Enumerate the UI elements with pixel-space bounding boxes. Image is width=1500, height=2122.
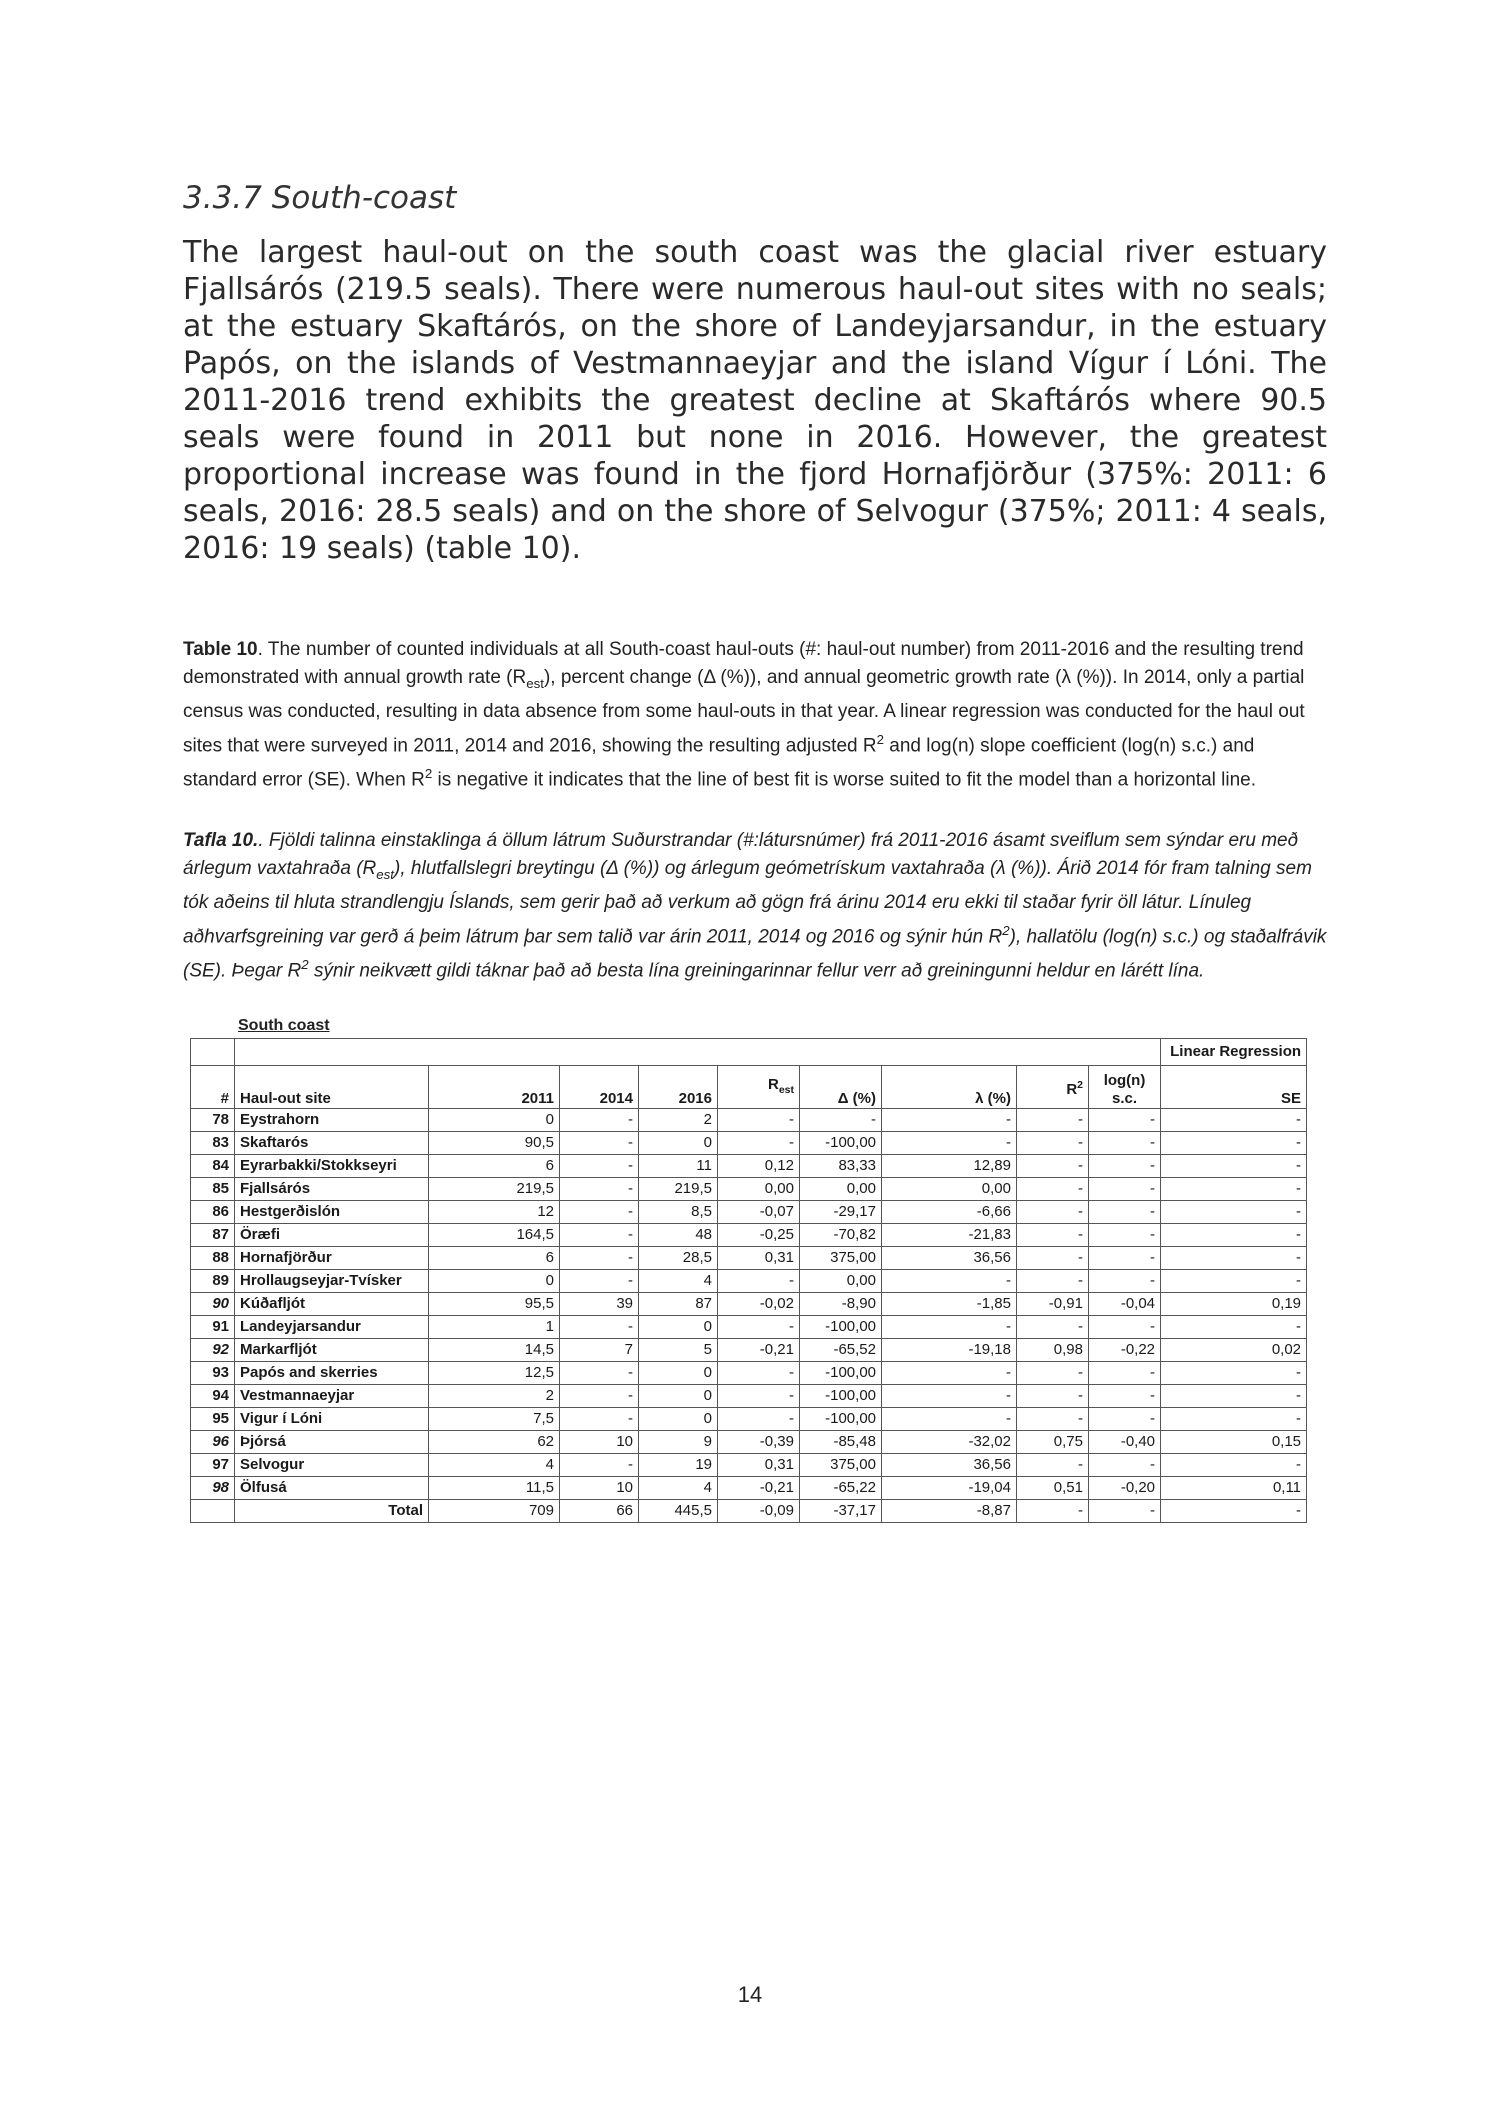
total-y2014: 66 [560, 1500, 639, 1523]
cell-lambda: -1,85 [882, 1293, 1017, 1316]
col-header-rest [718, 1066, 800, 1109]
caption-text: and log(n) slope coefficient (log(n) s.c.) and standard error (SE). When R [183, 735, 1255, 791]
caption-subscript: est [526, 675, 544, 691]
haulout-site: Selvogur [235, 1454, 429, 1477]
cell-lambda: 12,89 [882, 1155, 1017, 1178]
cell-r2: - [1017, 1178, 1089, 1201]
haulout-site: Kúðafljót [235, 1293, 429, 1316]
table-row [191, 1454, 1307, 1477]
cell-delta: -29,17 [800, 1201, 882, 1224]
haulout-number: 91 [191, 1316, 235, 1339]
cell-y2011: 6 [429, 1247, 560, 1270]
caption-subscript: est [376, 866, 395, 882]
cell-y2014: - [560, 1408, 639, 1431]
haulout-number: 84 [191, 1155, 235, 1178]
cell-r2: - [1017, 1132, 1089, 1155]
cell-delta: -100,00 [800, 1362, 882, 1385]
cell-r2: - [1017, 1201, 1089, 1224]
haulout-site: Hrollaugseyjar-Tvísker [235, 1270, 429, 1293]
caption-superscript: 2 [876, 731, 884, 747]
haulout-site: Þjórsá [235, 1431, 429, 1454]
cell-delta: -70,82 [800, 1224, 882, 1247]
caption-text: ), percent change (Δ (%)), and annual geometric growth rate (λ (%)). In 2014, only a partial census was conducted, resulting in data absence from some haul-outs in that year. A linear regression was conducted for the haul out sites that were surveyed in 2011, 2014 and 2016, showing the resulting adjusted R [183, 667, 1305, 757]
cell-logn: - [1089, 1224, 1161, 1247]
cell-rest: -0,07 [718, 1201, 800, 1224]
col-header-site: Haul-out site [235, 1066, 429, 1109]
cell-r2: - [1017, 1408, 1089, 1431]
haulout-site: Eystrahorn [235, 1109, 429, 1132]
haulout-site: Markarfljót [235, 1339, 429, 1362]
cell-lambda: - [882, 1316, 1017, 1339]
cell-y2014: - [560, 1109, 639, 1132]
cell-rest: - [718, 1385, 800, 1408]
cell-y2014: - [560, 1155, 639, 1178]
col-header-logn [1089, 1066, 1161, 1109]
cell-logn: - [1089, 1385, 1161, 1408]
cell-r2: 0,75 [1017, 1431, 1089, 1454]
cell-y2011: 4 [429, 1454, 560, 1477]
caption-text: ), hlutfallslegri breytingu (Δ (%)) og árlegum geómetrískum vaxtahraða (λ (%)). Árið 2014 fór fram talning sem tók aðeins til hluta strandlengju Íslands, sem gerir það að verkum að gögn frá árinu 2014 eru ekki til staðar fyrir öll látur. Línuleg aðhvarfsgreining var gerð á þeim látrum þar sem talið var árin 2011, 2014 og 2016 og sýnir hún R [183, 858, 1312, 948]
caption-text: ), hallatölu (log(n) s.c.) og staðalfrávik (SE). Þegar R [183, 926, 1327, 982]
cell-y2011: 12,5 [429, 1362, 560, 1385]
cell-y2011: 164,5 [429, 1224, 560, 1247]
cell-logn: - [1089, 1316, 1161, 1339]
cell-rest: - [718, 1316, 800, 1339]
table-row [191, 1408, 1307, 1431]
cell-se: - [1161, 1316, 1307, 1339]
cell-rest: - [718, 1408, 800, 1431]
cell-y2016: 48 [639, 1224, 718, 1247]
cell-y2011: 95,5 [429, 1293, 560, 1316]
cell-se: - [1161, 1224, 1307, 1247]
col-header-r2-main: R [1066, 1080, 1078, 1098]
col-header-lambda: λ (%) [882, 1066, 1017, 1109]
cell-logn: - [1089, 1247, 1161, 1270]
table-caption-english [183, 636, 1333, 794]
table-total-row [191, 1500, 1307, 1523]
table-header-row [191, 1066, 1307, 1109]
cell-y2014: - [560, 1247, 639, 1270]
cell-rest: 0,31 [718, 1454, 800, 1477]
haulout-number: 94 [191, 1385, 235, 1408]
cell-y2011: 12 [429, 1201, 560, 1224]
cell-se: - [1161, 1109, 1307, 1132]
cell-rest: - [718, 1270, 800, 1293]
cell-logn: - [1089, 1201, 1161, 1224]
cell-y2014: 10 [560, 1431, 639, 1454]
table-row [191, 1316, 1307, 1339]
col-header-rest-main: R [767, 1075, 779, 1093]
cell-rest: - [718, 1109, 800, 1132]
haulout-number: 88 [191, 1247, 235, 1270]
haulout-site: Eyrarbakki/Stokkseyri [235, 1155, 429, 1178]
cell-r2: - [1017, 1109, 1089, 1132]
cell-lambda: 36,56 [882, 1247, 1017, 1270]
cell-r2: - [1017, 1454, 1089, 1477]
cell-logn: -0,22 [1089, 1339, 1161, 1362]
table-row [191, 1270, 1307, 1293]
cell-delta: -100,00 [800, 1385, 882, 1408]
caption-superscript: 2 [1002, 922, 1010, 938]
caption-label: Table 10 [183, 639, 258, 660]
cell-se: - [1161, 1132, 1307, 1155]
cell-delta: -85,48 [800, 1431, 882, 1454]
haulout-site: Skaftarós [235, 1132, 429, 1155]
cell-lambda: -19,04 [882, 1477, 1017, 1500]
col-header-delta: Δ (%) [800, 1066, 882, 1109]
haulout-number: 98 [191, 1477, 235, 1500]
cell-rest: - [718, 1362, 800, 1385]
cell-y2011: 11,5 [429, 1477, 560, 1500]
table-row [191, 1155, 1307, 1178]
caption-text: . Fjöldi talinna einstaklinga á öllum látrum Suðurstrandar (#:látursnúmer) frá 2011-2016 ásamt sveiflum sem sýndar eru með árlegum vaxtahraða (R [183, 830, 1299, 879]
cell-lambda: 36,56 [882, 1454, 1017, 1477]
cell-lambda: - [882, 1270, 1017, 1293]
cell-logn: - [1089, 1109, 1161, 1132]
south-coast-table [190, 1038, 1307, 1523]
total-rest: -0,09 [718, 1500, 800, 1523]
cell-rest: 0,31 [718, 1247, 800, 1270]
haulout-site: Vestmannaeyjar [235, 1385, 429, 1408]
cell-delta: -100,00 [800, 1316, 882, 1339]
cell-lambda: - [882, 1385, 1017, 1408]
cell-y2016: 19 [639, 1454, 718, 1477]
cell-logn: - [1089, 1270, 1161, 1293]
table-row [191, 1477, 1307, 1500]
cell-y2016: 4 [639, 1477, 718, 1500]
cell-y2014: 10 [560, 1477, 639, 1500]
haulout-number: 89 [191, 1270, 235, 1293]
col-header-r2-sup: 2 [1077, 1078, 1083, 1091]
col-header-r2 [1017, 1066, 1089, 1109]
table-row [191, 1132, 1307, 1155]
cell-y2016: 87 [639, 1293, 718, 1316]
haulout-number: 93 [191, 1362, 235, 1385]
cell-y2011: 62 [429, 1431, 560, 1454]
cell-y2014: 7 [560, 1339, 639, 1362]
cell-delta: -65,22 [800, 1477, 882, 1500]
col-header-logn-line2: s.c. [1112, 1090, 1138, 1107]
cell-rest: -0,02 [718, 1293, 800, 1316]
table-row [191, 1109, 1307, 1132]
caption-superscript: 2 [424, 766, 433, 782]
table-title: South coast [238, 1017, 330, 1034]
cell-logn: - [1089, 1362, 1161, 1385]
page-number: 14 [737, 1982, 763, 2007]
cell-y2016: 2 [639, 1109, 718, 1132]
cell-y2016: 4 [639, 1270, 718, 1293]
cell-y2016: 5 [639, 1339, 718, 1362]
cell-lambda: - [882, 1362, 1017, 1385]
cell-se: 0,02 [1161, 1339, 1307, 1362]
cell-se: - [1161, 1408, 1307, 1431]
cell-r2: - [1017, 1362, 1089, 1385]
cell-delta: -65,52 [800, 1339, 882, 1362]
cell-y2016: 0 [639, 1408, 718, 1431]
cell-y2011: 6 [429, 1155, 560, 1178]
cell-se: 0,11 [1161, 1477, 1307, 1500]
cell-lambda: - [882, 1408, 1017, 1431]
cell-logn: - [1089, 1132, 1161, 1155]
cell-lambda: -21,83 [882, 1224, 1017, 1247]
cell-y2014: - [560, 1178, 639, 1201]
cell-lambda: - [882, 1132, 1017, 1155]
cell-se: 0,15 [1161, 1431, 1307, 1454]
cell-y2016: 0 [639, 1362, 718, 1385]
cell-r2: - [1017, 1224, 1089, 1247]
cell-r2: -0,91 [1017, 1293, 1089, 1316]
cell-r2: - [1017, 1270, 1089, 1293]
cell-y2016: 0 [639, 1132, 718, 1155]
haulout-number: 97 [191, 1454, 235, 1477]
cell-y2011: 2 [429, 1385, 560, 1408]
haulout-site: Landeyjarsandur [235, 1316, 429, 1339]
cell-rest: -0,25 [718, 1224, 800, 1247]
col-header-2016: 2016 [639, 1066, 718, 1109]
cell-delta: 0,00 [800, 1270, 882, 1293]
haulout-site: Öræfi [235, 1224, 429, 1247]
cell-delta: 83,33 [800, 1155, 882, 1178]
cell-rest: - [718, 1132, 800, 1155]
cell-lambda: -19,18 [882, 1339, 1017, 1362]
cell-lambda: 0,00 [882, 1178, 1017, 1201]
cell-y2014: - [560, 1224, 639, 1247]
total-delta: -37,17 [800, 1500, 882, 1523]
col-header-se: SE [1161, 1066, 1307, 1109]
total-y2016: 445,5 [639, 1500, 718, 1523]
haulout-number: 86 [191, 1201, 235, 1224]
haulout-number: 85 [191, 1178, 235, 1201]
cell-y2014: - [560, 1316, 639, 1339]
cell-y2011: 14,5 [429, 1339, 560, 1362]
cell-se: 0,19 [1161, 1293, 1307, 1316]
cell-logn: - [1089, 1155, 1161, 1178]
col-header-2011: 2011 [429, 1066, 560, 1109]
cell-se: - [1161, 1454, 1307, 1477]
cell-y2014: - [560, 1270, 639, 1293]
haulout-site: Fjallsárós [235, 1178, 429, 1201]
cell-logn: -0,20 [1089, 1477, 1161, 1500]
table-row [191, 1293, 1307, 1316]
cell-se: - [1161, 1362, 1307, 1385]
haulout-number: 78 [191, 1109, 235, 1132]
col-header-rest-sub: est [778, 1083, 794, 1096]
haulout-site: Hornafjörður [235, 1247, 429, 1270]
table-row [191, 1201, 1307, 1224]
cell-logn: - [1089, 1178, 1161, 1201]
cell-se: - [1161, 1247, 1307, 1270]
caption-text: is negative it indicates that the line of best fit is worse suited to fit the model than a horizontal line. [432, 769, 1257, 791]
haulout-number: 90 [191, 1293, 235, 1316]
total-se: - [1161, 1500, 1307, 1523]
table-row [191, 1431, 1307, 1454]
table-header-row-top [191, 1039, 1307, 1066]
cell-y2014: - [560, 1132, 639, 1155]
haulout-number: 92 [191, 1339, 235, 1362]
col-header-logn-line1: log(n) [1103, 1072, 1146, 1089]
table-row [191, 1247, 1307, 1270]
cell-delta: -100,00 [800, 1132, 882, 1155]
total-y2011: 709 [429, 1500, 560, 1523]
cell-y2016: 28,5 [639, 1247, 718, 1270]
cell-lambda: - [882, 1109, 1017, 1132]
cell-r2: 0,51 [1017, 1477, 1089, 1500]
cell-lambda: -32,02 [882, 1431, 1017, 1454]
col-header-id: # [191, 1066, 235, 1109]
caption-text: sýnir neikvætt gildi táknar það að besta lína greiningarinnar fellur verr að greiningunni heldur en lárétt lína. [308, 960, 1205, 982]
caption-superscript: 2 [301, 957, 309, 973]
cell-y2011: 1 [429, 1316, 560, 1339]
cell-y2016: 219,5 [639, 1178, 718, 1201]
cell-rest: -0,21 [718, 1339, 800, 1362]
cell-se: - [1161, 1270, 1307, 1293]
total-logn: - [1089, 1500, 1161, 1523]
haulout-number: 96 [191, 1431, 235, 1454]
cell-delta: 0,00 [800, 1178, 882, 1201]
table-row [191, 1339, 1307, 1362]
cell-r2: - [1017, 1385, 1089, 1408]
cell-delta: 375,00 [800, 1247, 882, 1270]
haulout-number: 87 [191, 1224, 235, 1247]
total-lambda: -8,87 [882, 1500, 1017, 1523]
cell-se: - [1161, 1178, 1307, 1201]
total-label: Total [235, 1500, 429, 1523]
cell-lambda: -6,66 [882, 1201, 1017, 1224]
caption-text: . The number of counted individuals at all South-coast haul-outs (#: haul-out number) from 2011-2016 and the resulting trend demonstrated with annual growth rate (R [183, 639, 1304, 688]
cell-rest: 0,12 [718, 1155, 800, 1178]
cell-se: - [1161, 1155, 1307, 1178]
haulout-site: Hestgerðislón [235, 1201, 429, 1224]
cell-logn: -0,40 [1089, 1431, 1161, 1454]
cell-delta: - [800, 1109, 882, 1132]
total-r2: - [1017, 1500, 1089, 1523]
cell-y2016: 9 [639, 1431, 718, 1454]
linear-regression-header: Linear Regression [1161, 1039, 1307, 1066]
cell-rest: -0,39 [718, 1431, 800, 1454]
cell-y2014: - [560, 1362, 639, 1385]
section-body: The largest haul-out on the south coast was the glacial river estuary Fjallsárós (219.5 seals). There were numerous haul-out sites with no seals; at the estuary Skaftárós, on the shore of Landeyjarsandur, in the estuary Papós, on the islands of Vestmannaeyjar and the island Vígur í Lóni. The 2011-2016 trend exhibits the greatest decline at Skaftárós where 90.5 seals were found in 2011 but none in 2016. However, the greatest proportional increase was found in the fjord Hornafjörður (375%: 2011: 6 seals, 2016: 28.5 seals) and on the shore of Selvogur (375%; 2011: 4 seals, 2016: 19 seals) (table 10). [183, 235, 1327, 566]
haulout-site: Papós and skerries [235, 1362, 429, 1385]
haulout-number: 95 [191, 1408, 235, 1431]
cell-logn: -0,04 [1089, 1293, 1161, 1316]
table-row [191, 1224, 1307, 1247]
cell-y2016: 0 [639, 1385, 718, 1408]
cell-y2014: - [560, 1454, 639, 1477]
cell-y2016: 0 [639, 1316, 718, 1339]
cell-delta: -100,00 [800, 1408, 882, 1431]
cell-logn: - [1089, 1454, 1161, 1477]
cell-se: - [1161, 1385, 1307, 1408]
cell-y2011: 0 [429, 1109, 560, 1132]
section-heading: 3.3.7 South-coast [183, 180, 457, 216]
cell-r2: - [1017, 1155, 1089, 1178]
haulout-site: Vigur í Lóni [235, 1408, 429, 1431]
cell-y2016: 11 [639, 1155, 718, 1178]
cell-y2014: - [560, 1385, 639, 1408]
cell-r2: 0,98 [1017, 1339, 1089, 1362]
cell-r2: - [1017, 1316, 1089, 1339]
caption-label: Tafla 10. [183, 830, 259, 851]
cell-delta: -8,90 [800, 1293, 882, 1316]
cell-se: - [1161, 1201, 1307, 1224]
haulout-site: Ölfusá [235, 1477, 429, 1500]
cell-r2: - [1017, 1247, 1089, 1270]
cell-y2011: 0 [429, 1270, 560, 1293]
cell-y2011: 90,5 [429, 1132, 560, 1155]
cell-y2011: 219,5 [429, 1178, 560, 1201]
cell-rest: -0,21 [718, 1477, 800, 1500]
haulout-number: 83 [191, 1132, 235, 1155]
table-row [191, 1178, 1307, 1201]
cell-y2011: 7,5 [429, 1408, 560, 1431]
cell-y2014: - [560, 1201, 639, 1224]
cell-y2014: 39 [560, 1293, 639, 1316]
cell-rest: 0,00 [718, 1178, 800, 1201]
cell-y2016: 8,5 [639, 1201, 718, 1224]
table-row [191, 1385, 1307, 1408]
cell-delta: 375,00 [800, 1454, 882, 1477]
table-row [191, 1362, 1307, 1385]
cell-logn: - [1089, 1408, 1161, 1431]
col-header-2014: 2014 [560, 1066, 639, 1109]
table-caption-icelandic [183, 827, 1333, 985]
